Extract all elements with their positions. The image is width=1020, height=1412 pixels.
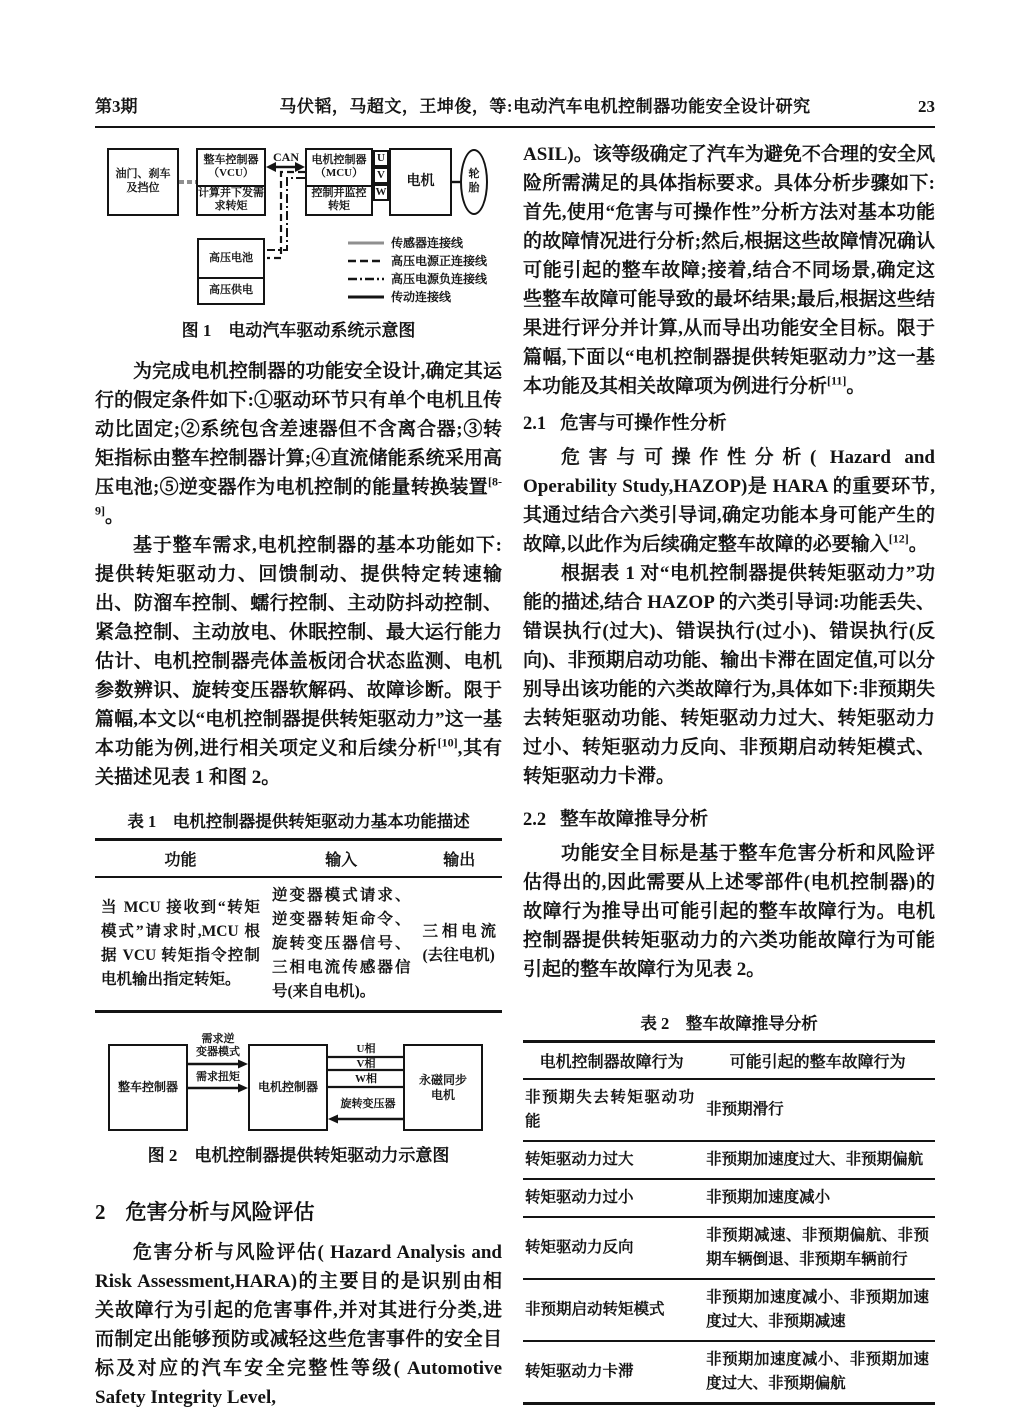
label-resolver: 旋转变压器 [340, 1098, 396, 1110]
table-row: 转矩驱动力过大 非预期加速度过大、非预期偏航 [523, 1141, 935, 1179]
table-row: 转矩驱动力过小 非预期加速度减小 [523, 1179, 935, 1217]
table-1 [95, 838, 502, 1013]
right-column [523, 140, 935, 1405]
paragraph-assumptions: 为完成电机控制器的功能安全设计,确定其运行的假定条件如下:①驱动环节只有单个电机且传动比固定;②系统包含差速器但不含离合器;③转矩指标由整车控制器计算;④直流储能系统采用高压电池;⑤逆变器作为电机控制的能量转换装置[8-9]。 [95, 361, 502, 527]
table-1-col-input: 输入 [266, 840, 417, 878]
paragraph-vehicle-fault-derivation: 功能安全目标是基于整车危害分析和风险评估得出的,因此需要从上述零部件(电机控制器)的故障行为推导出可能引起的整车故障行为。电机控制器提供转矩驱动力的六类功能故障行为可能引起的整车故障行为见表 2。 [523, 843, 935, 980]
box-mcu-function: 控制并监控转矩 [307, 185, 371, 215]
paragraph-basic-functions: 基于整车需求,电机控制器的基本功能如下:提供转矩驱动力、回馈制动、提供特定转速输出、防溜车控制、蠕行控制、主动防抖动控制、紧急控制、主动放电、休眠控制、最大运行能力估计、电机控制器壳体盖板闭合状态监测、电机参数辨识、旋转变压器软解码、故障诊断。限于篇幅,本文以“电机控制器提供转矩驱动力”这一基本功能为例,进行相关项定义和后续分析[10],其有关描述见表 1 和图 2。 [95, 535, 502, 788]
table-2 [523, 1040, 935, 1405]
paragraph-asil-continuation: ASIL)。该等级确定了汽车为避免不合理的安全风险所需满足的具体指标要求。具体分析步骤如下:首先,使用“危害与可操作性”分析方法对基本功能的故障情况进行分析;然后,根据这些故障情况确认可能引起的整车故障;接着,结合不同场景,确定这些整车故障可能导致的最坏结果;最后,根据这些结果进行评分并计算,从而导出功能安全目标。限于篇幅,下面以“电机控制器提供转矩驱动力”这一基本功能及其相关故障项为例进行分析[11]。 [523, 144, 935, 397]
label-phase-v: V相 [356, 1058, 376, 1070]
table-1-row [95, 877, 502, 1012]
box-vcu-function: 计算并下发需求转矩 [198, 186, 264, 213]
label-phase-w: W相 [355, 1073, 377, 1085]
table-1-cell-output: 三相电流(去往电机) [422, 923, 496, 964]
box-vcu-title: 整车控制器（VCU） [203, 153, 259, 180]
table-1-col-output: 输出 [417, 840, 502, 878]
legend-item-drive-line: 传动连接线 [348, 290, 487, 303]
journal-issue: 第3期 [95, 97, 138, 116]
figure-2-caption: 图 2 电机控制器提供转矩驱动力示意图 [147, 1146, 450, 1165]
table-2-col-mcu-fault: 电机控制器故障行为 [523, 1042, 700, 1080]
legend-line-solid [348, 294, 384, 300]
table-1-title: 表 1 电机控制器提供转矩驱动力基本功能描述 [127, 812, 470, 831]
box-hv-battery [197, 238, 265, 305]
figure-1-caption: 图 1 电动汽车驱动系统示意图 [181, 321, 416, 340]
box-vehicle-controller: 整车控制器 [108, 1044, 188, 1131]
table-1-cell-function: 当 MCU 接收到“转矩模式”请求时,MCU 根据 VCU 转矩指令控制电机输出指定转矩。 [101, 899, 260, 988]
box-hv-supply: 高压供电 [199, 277, 263, 303]
reference-12: [12] [888, 531, 909, 546]
figure-2-torque-drive-diagram [95, 1031, 502, 1133]
header-rule [95, 126, 935, 128]
box-vcu [196, 148, 266, 216]
legend-line-dashdot [348, 276, 384, 282]
box-motor-controller: 电机控制器 [248, 1044, 328, 1131]
figure-1-drive-system-diagram [95, 140, 502, 312]
box-motor: 电机 [389, 148, 452, 216]
table-2-col-vehicle-fault: 可能引起的整车故障行为 [700, 1042, 935, 1080]
box-hv-battery-top: 高压电池 [209, 251, 253, 264]
table-2-title: 表 2 整车故障推导分析 [640, 1014, 818, 1033]
legend-item-hv-positive-line: 高压电源正连接线 [348, 254, 487, 267]
table-1-col-function: 功能 [95, 840, 266, 878]
table-row: 非预期启动转矩模式 非预期加速度减小、非预期加速度过大、非预期减速 [523, 1279, 935, 1341]
reference-8-9: [8-9] [95, 474, 502, 518]
figure-1-legend [348, 236, 487, 303]
table-row: 非预期失去转矩驱动功能 非预期滑行 [523, 1079, 935, 1141]
phase-u-box: U [373, 150, 389, 167]
reference-10: [10] [437, 735, 458, 750]
label-inverter-mode-request: 需求逆 变器模式 [196, 1033, 240, 1058]
box-pedals: 油门、刹车 及挡位 [107, 148, 179, 216]
can-bus-label: CAN [273, 150, 299, 164]
paragraph-hazop: 危害与可操作性分析( Hazard and Operability Study,HAZOP)是 HARA 的重要环节,其通过结合六类引导词,确定功能本身可能产生的故障,以此作为后续确定整车故障的必要输入[12]。 [523, 447, 935, 555]
phase-v-box: V [373, 167, 389, 184]
section-2-heading: 2 危害分析与风险评估 [95, 1200, 315, 1224]
legend-line-solid-gray [348, 240, 384, 246]
legend-line-dashed [348, 258, 384, 264]
paragraph-hara-intro: 危害分析与风险评估( Hazard Analysis and Risk Assessment,HARA)的主要目的是识别由相关故障行为引起的危害事件,并对其进行分类,进而制定出能够预防或减轻这些危害事件的安全目标及对应的汽车安全完整性等级( Automotive Safety Integrity Level, [95, 1242, 502, 1408]
table-row: 转矩驱动力卡滞 非预期加速度减小、非预期加速度过大、非预期偏航 [525, 1351, 929, 1392]
label-torque-request: 需求扭矩 [196, 1071, 240, 1083]
section-2-1-heading: 2.1 危害与可操作性分析 [523, 414, 727, 434]
table-1-header-row [95, 840, 502, 878]
left-column [95, 140, 502, 1412]
section-2-2-heading: 2.2 整车故障推导分析 [523, 810, 709, 830]
running-title: 马伏韬，马超文，王坤俊，等:电动汽车电机控制器功能安全设计研究 [279, 97, 811, 116]
phase-w-box: W [373, 184, 389, 201]
legend-item-hv-negative-line: 高压电源负连接线 [348, 272, 487, 285]
box-mcu [305, 148, 373, 216]
box-pmsm: 永磁同步 电机 [403, 1044, 483, 1131]
paragraph-guidewords: 根据表 1 对“电机控制器提供转矩驱动力”功能的描述,结合 HAZOP 的六类引导词:功能丢失、错误执行(过大)、错误执行(过小)、错误执行(反向)、非预期启动功能、输出卡滞在固定值,可以分别导出该功能的六类故障行为,具体如下:非预期失去转矩驱动功能、转矩驱动力过大、转矩驱动力过小、转矩驱动力反向、非预期启动转矩模式、转矩驱动力卡滞。 [523, 563, 935, 787]
table-2-header-row [523, 1042, 935, 1080]
page-number: 23 [918, 97, 935, 116]
legend-item-sensor-line: 传感器连接线 [348, 236, 487, 249]
box-mcu-title: 电机控制器（MCU） [311, 153, 367, 180]
table-row: 转矩驱动力反向 非预期减速、非预期偏航、非预期车辆倒退、非预期车辆前行 [523, 1217, 935, 1279]
page-header [95, 92, 935, 117]
table-1-cell-input: 逆变器模式请求、逆变器转矩命令、旋转变压器信号、三相电流传感器信号(来自电机)。 [271, 887, 411, 1000]
wheel-ellipse: 轮 胎 [460, 149, 488, 215]
reference-11: [11] [827, 373, 847, 388]
label-phase-u: U相 [356, 1043, 376, 1055]
